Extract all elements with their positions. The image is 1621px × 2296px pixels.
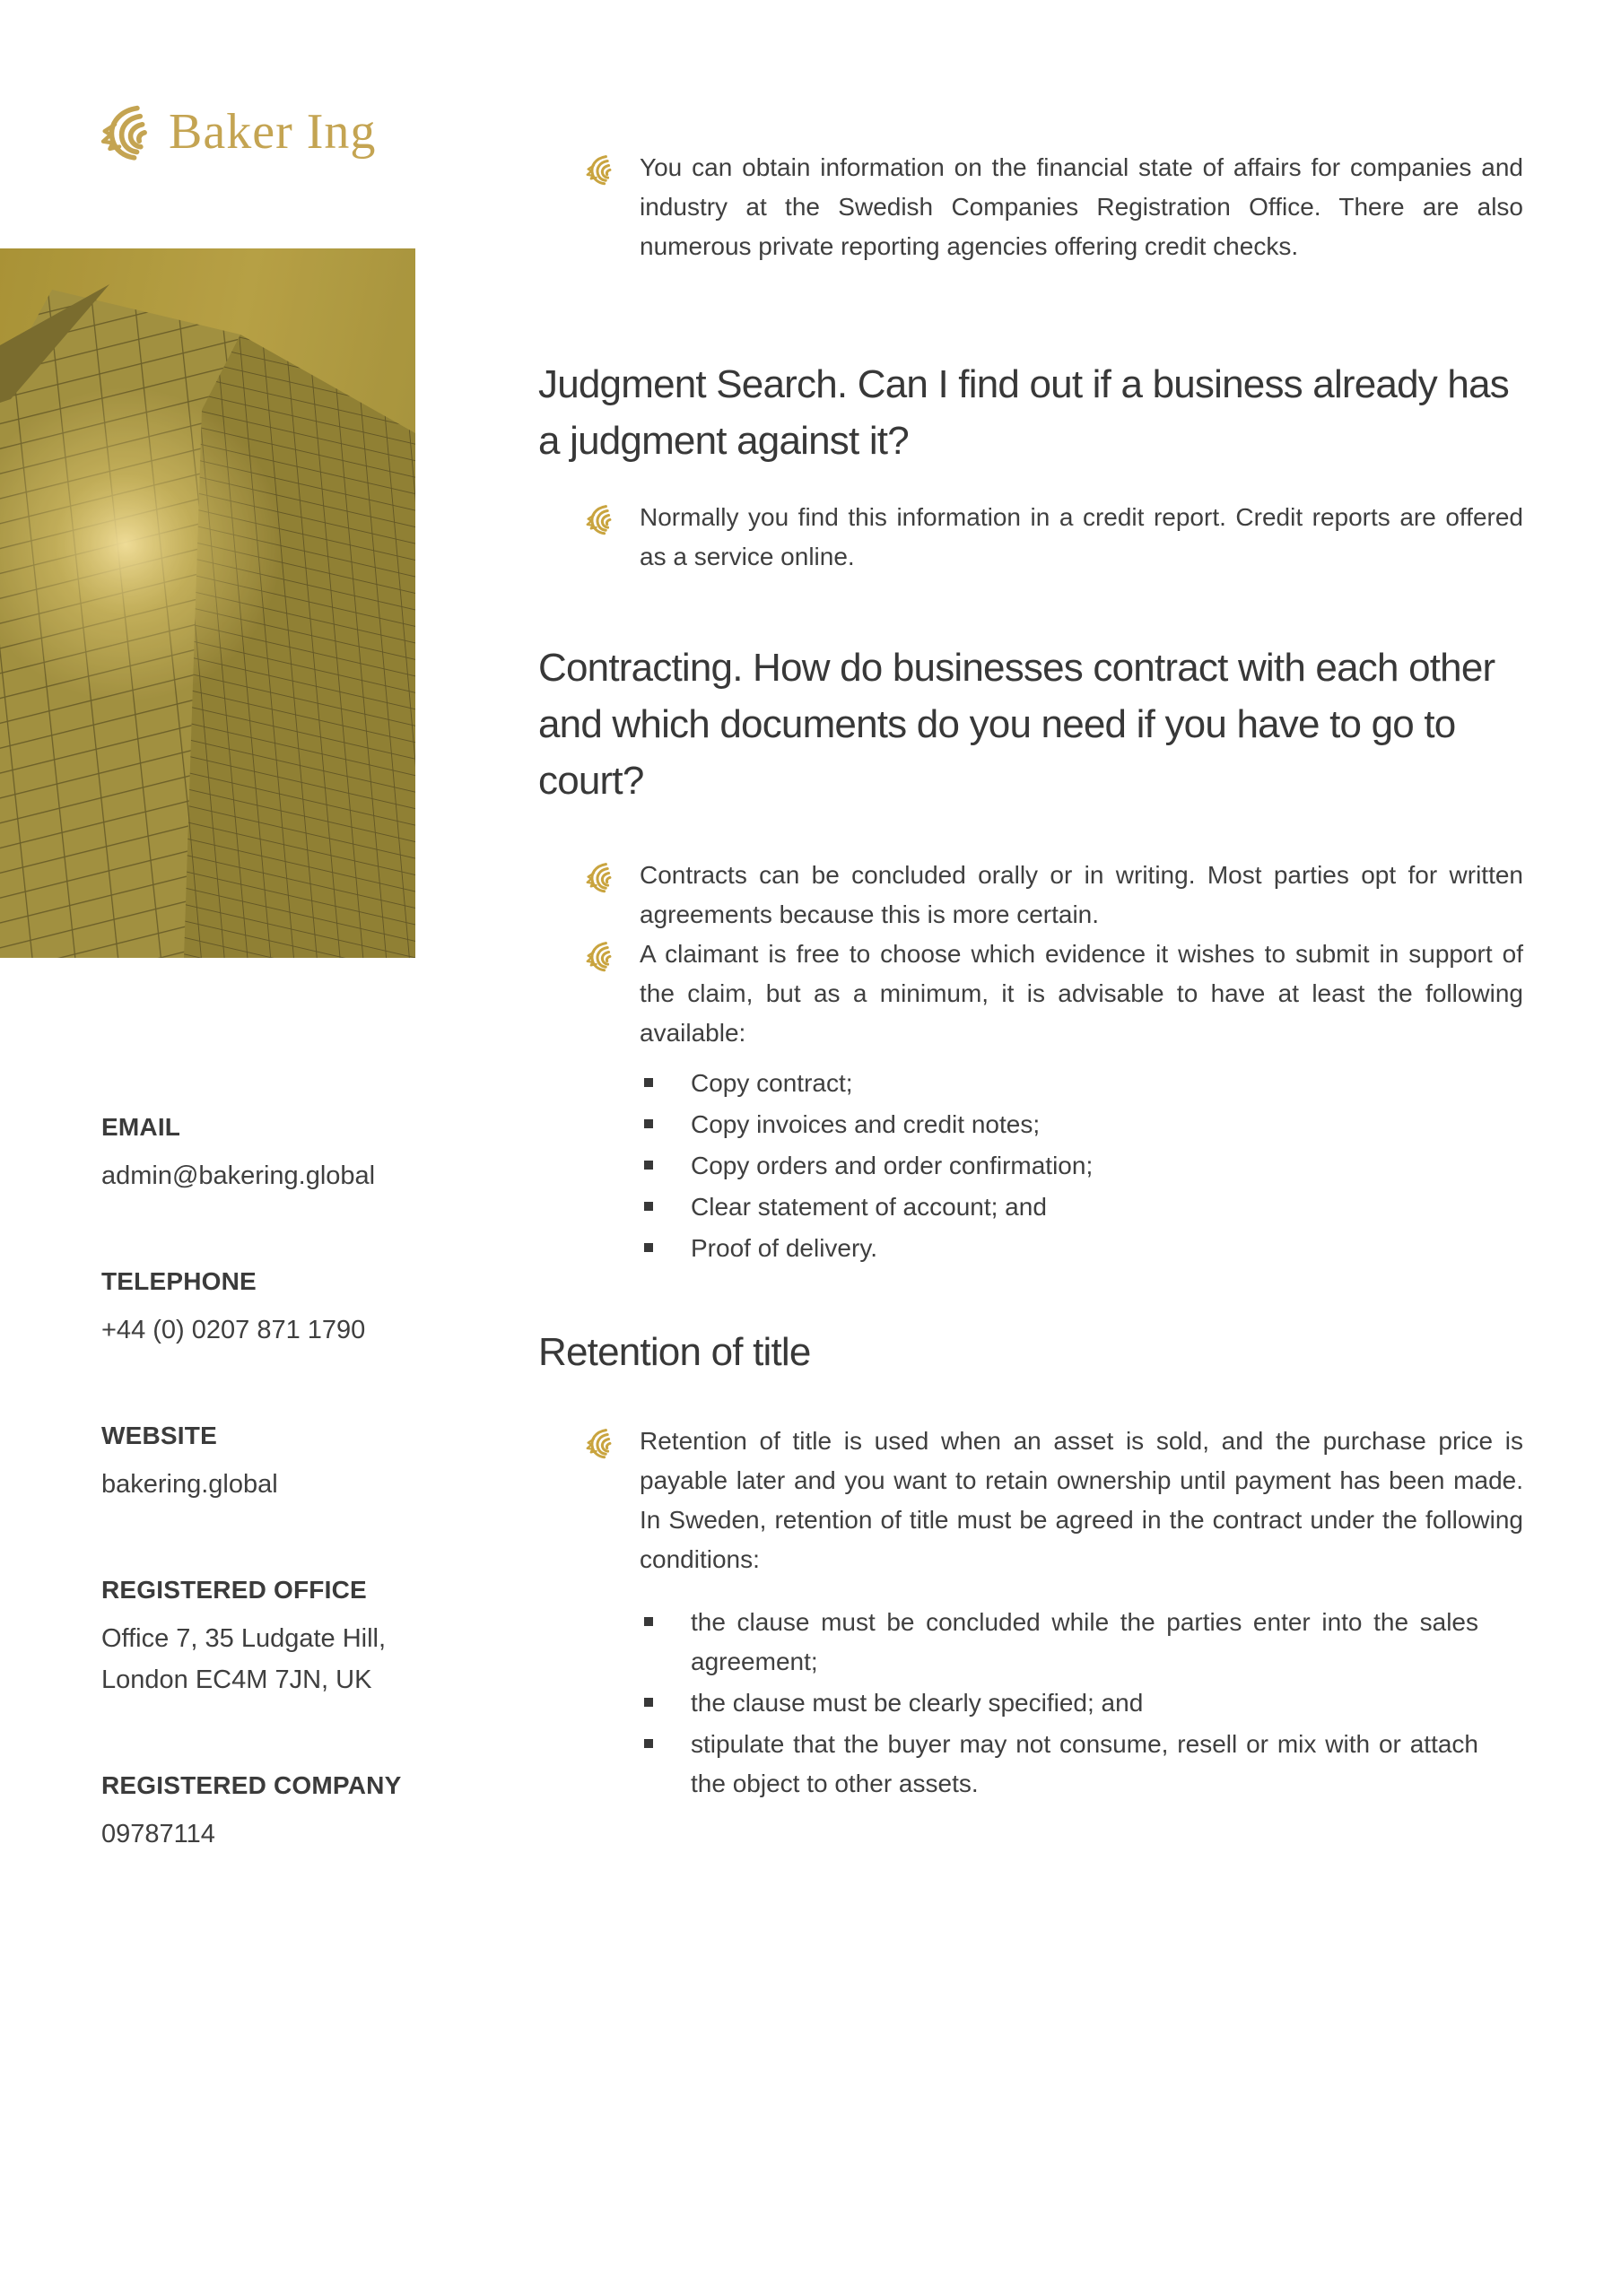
list-item-text: Clear statement of account; and [691,1193,1047,1221]
square-bullet-icon [644,1243,653,1252]
contact-value: 09787114 [101,1820,215,1848]
square-bullet-icon [644,1119,653,1128]
lion-logo-icon [99,100,158,163]
contact-email [101,1112,460,1196]
lion-bullet-icon [585,503,617,535]
contact-registered-company [101,1770,460,1855]
building-photo [0,248,415,958]
contact-website [101,1421,460,1505]
square-bullet-icon [644,1739,653,1748]
contact-value: bakering.global [101,1470,278,1499]
list-item [538,1146,1532,1186]
list-item-text: Copy invoices and credit notes; [691,1110,1041,1138]
bullet-paragraph [538,856,1532,935]
contact-value [101,1618,460,1700]
gold-skyscraper-image [0,248,415,958]
brand-wordmark: Baker Ing [169,104,377,160]
address-line: London EC4M 7JN, UK [101,1665,372,1694]
list-item [538,1105,1532,1144]
retention-conditions-list [538,1603,1532,1804]
contact-registered-office [101,1575,460,1700]
list-item-text: Copy contract; [691,1069,853,1097]
bullet-paragraph [538,935,1532,1053]
list-item [538,1064,1532,1103]
square-bullet-icon [644,1698,653,1707]
list-item-text: the clause must be concluded while the parties enter into the sales agreement; [691,1608,1478,1675]
square-bullet-icon [644,1078,653,1087]
contact-value: +44 (0) 0207 871 1790 [101,1316,366,1344]
intro-bullet [538,148,1532,266]
square-bullet-icon [644,1202,653,1211]
section-heading-retention-of-title: Retention of title [538,1330,811,1374]
list-item-text: the clause must be clearly specified; and [691,1689,1144,1717]
lion-bullet-icon [585,940,617,972]
list-item [538,1229,1532,1268]
section-heading-contracting: Contracting. How do businesses contract with each other and which documents do you need if you have to go to court? [538,646,1495,803]
list-item [538,1187,1532,1227]
contact-label: REGISTERED OFFICE [101,1576,367,1604]
contact-label: WEBSITE [101,1422,217,1449]
bullet-paragraph [538,1422,1532,1579]
list-item-text: Copy orders and order confirmation; [691,1152,1094,1179]
bullet-text: Retention of title is used when an asset is sold, and the purchase price is payable later and you want to retain ownership until payment has been made. In Sweden, retention of title must be agreed in the contract under the following conditions: [640,1427,1523,1573]
contact-telephone [101,1266,460,1351]
list-item-text: stipulate that the buyer may not consume, resell or mix with or attach the object to other assets. [691,1730,1478,1797]
list-item [538,1725,1532,1804]
list-item [538,1603,1532,1682]
contact-label: EMAIL [101,1113,181,1141]
lion-bullet-icon [585,153,617,186]
square-bullet-icon [644,1161,653,1170]
list-item-text: Proof of delivery. [691,1234,878,1262]
address-line: Office 7, 35 Ludgate Hill, [101,1624,387,1653]
bullet-text: Normally you find this information in a credit report. Credit reports are offered as a service online. [640,503,1523,570]
main-content [538,148,1532,1805]
intro-bullet-text: You can obtain information on the financial state of affairs for companies and industry at the Swedish Companies Registration Office. There are also numerous private reporting agencies offering credit checks. [640,153,1523,260]
evidence-list [538,1064,1532,1268]
lion-bullet-icon [585,1427,617,1459]
bullet-text: A claimant is free to choose which evidence it wishes to submit in support of the claim, but as a minimum, it is advisable to have at least the following available: [640,940,1523,1047]
section-heading-judgment-search: Judgment Search. Can I find out if a business already has a judgment against it? [538,362,1509,463]
contact-label: TELEPHONE [101,1267,257,1295]
square-bullet-icon [644,1617,653,1626]
bullet-paragraph [538,498,1532,577]
bullet-text: Contracts can be concluded orally or in writing. Most parties opt for written agreements because this is more certain. [640,861,1523,928]
list-item [538,1683,1532,1723]
lion-bullet-icon [585,861,617,893]
contact-value: admin@bakering.global [101,1161,376,1190]
contact-sidebar [101,1112,460,1855]
contact-label: REGISTERED COMPANY [101,1771,402,1799]
brand-logo [99,100,376,163]
